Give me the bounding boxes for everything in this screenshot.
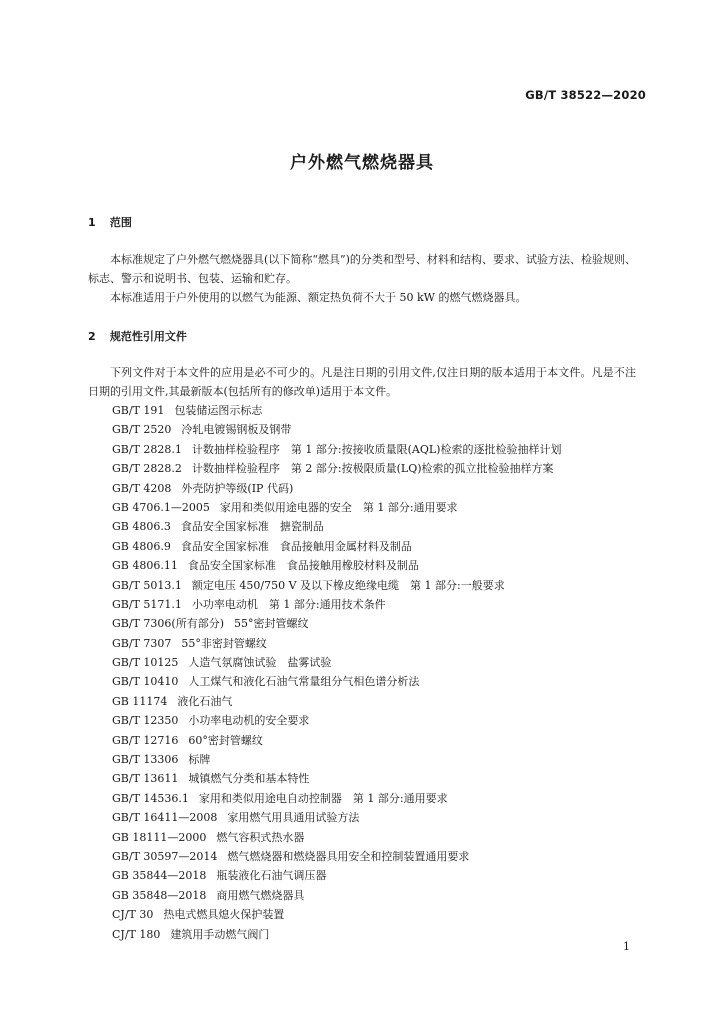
reference-item [112,692,561,711]
reference-title: 城镇燃气分类和基本特性 [188,772,310,786]
reference-code: GB/T 13306 [112,753,179,767]
reference-item [112,866,561,885]
reference-title: 热电式燃具熄火保护装置 [163,908,285,922]
reference-title: 冷轧电镀锡钢板及钢带 [181,423,292,437]
reference-title: 食品安全国家标准 食品接触用金属材料及制品 [180,539,412,553]
reference-title: 建筑用手动燃气阀门 [170,927,270,941]
reference-code: GB 4806.9 [112,539,171,553]
reference-item [112,479,561,498]
reference-code: GB/T 2828.1 [112,442,182,456]
reference-title: 外壳防护等级(IP 代码) [181,481,294,495]
reference-title: 包装储运图示标志 [174,404,263,417]
reference-item [112,789,561,808]
reference-item [112,886,561,905]
reference-code: GB 18111—2000 [112,830,207,844]
reference-item [112,750,561,769]
reference-item [112,769,561,788]
reference-code: GB/T 14536.1 [112,791,189,805]
reference-code: GB 35848—2018 [112,888,207,902]
reference-code: GB/T 10125 [112,656,179,670]
section-title: 规范性引用文件 [109,330,187,343]
reference-code: GB/T 2520 [112,423,172,437]
reference-code: GB/T 191 [112,404,165,417]
reference-title: 55°密封管螺纹 [234,617,309,631]
reference-title: 燃气容积式热水器 [216,830,305,844]
reference-code: GB 35844—2018 [112,869,207,883]
reference-item [112,440,561,459]
scope-paragraph-2: 本标准适用于户外使用的以燃气为能源、额定热负荷不大于 50 kW 的燃气燃烧器具。 [110,291,527,304]
reference-title: 人造气氛腐蚀试验 盐雾试验 [188,656,332,670]
reference-title: 家用燃气用具通用试验方法 [227,811,360,825]
reference-item [112,731,561,750]
reference-title: 额定电压 450/750 V 及以下橡皮绝缘电缆 第 1 部分:一般要求 [191,578,505,592]
scope-paragraph-1: 本标准规定了户外燃气燃烧器具(以下简称“燃具”)的分类和型号、材料和结构、要求、试验方法、检验规则、标志、警示和说明书、包装、运输和贮存。 [88,253,636,285]
section-number: 2 [88,330,96,343]
document-title: 户外燃气燃烧器具 [290,153,434,173]
reference-code: GB/T 5013.1 [112,578,182,592]
reference-title: 瓶装液化石油气调压器 [216,869,327,883]
reference-title: 燃气燃烧器和燃烧器具用安全和控制装置通用要求 [227,849,470,863]
reference-title: 人工煤气和液化石油气常量组分气相色谱分析法 [188,675,420,689]
reference-title: 食品安全国家标准 搪瓷制品 [180,520,324,534]
reference-title: 食品安全国家标准 食品接触用橡胶材料及制品 [187,559,419,573]
reference-code: GB 4806.11 [112,559,178,573]
reference-title: 小功率电动机的安全要求 [188,714,310,728]
reference-code: GB 11174 [112,694,168,708]
reference-item [112,847,561,866]
section-number: 1 [88,216,96,229]
reference-code: GB/T 4208 [112,481,172,495]
reference-title: 小功率电动机 第 1 部分:通用技术条件 [191,597,386,611]
reference-title: 60°密封管螺纹 [188,733,263,747]
section-title: 范围 [109,216,132,229]
reference-title: 55°非密封管螺纹 [181,636,267,650]
references-intro-paragraph: 下列文件对于本文件的应用是必不可少的。凡是注日期的引用文件,仅注日期的版本适用于本文件。凡是不注日期的引用文件,其最新版本(包括所有的修改单)适用于本文件。 [88,366,636,398]
reference-title: 计数抽样检验程序 第 1 部分:按接收质量限(AQL)检索的逐批检验抽样计划 [191,442,562,456]
section-heading-normative-references [88,328,187,344]
reference-item [112,634,561,653]
reference-item [112,653,561,672]
reference-code: GB/T 30597—2014 [112,849,218,863]
reference-title: 家用和类似用途电器的安全 第 1 部分:通用要求 [219,500,458,514]
reference-title: 家用和类似用途电自动控制器 第 1 部分:通用要求 [198,791,448,805]
reference-code: GB 4806.3 [112,520,171,534]
reference-code: CJ/T 180 [112,927,161,941]
reference-item [112,905,561,924]
reference-code: GB/T 12716 [112,733,179,747]
reference-item [112,614,561,633]
reference-title: 标牌 [188,753,211,767]
reference-item [112,498,561,517]
reference-code: GB/T 12350 [112,714,179,728]
reference-item [112,401,561,420]
reference-title: 液化石油气 [177,694,233,708]
reference-code: GB/T 7306(所有部分) [112,617,224,631]
reference-code: GB/T 7307 [112,636,172,650]
reference-code: GB/T 16411—2008 [112,811,218,825]
page-number: 1 [623,940,630,953]
reference-title: 商用燃气燃烧器具 [216,888,305,902]
reference-code: GB/T 2828.2 [112,462,182,476]
reference-code: GB 4706.1—2005 [112,500,210,514]
reference-item [112,517,561,536]
reference-item [112,672,561,691]
standard-code: GB/T 38522—2020 [525,88,646,102]
reference-item [112,595,561,614]
reference-item [112,537,561,556]
reference-item [112,420,561,439]
reference-item [112,576,561,595]
reference-item [112,925,561,944]
reference-item [112,711,561,730]
reference-item [112,556,561,575]
reference-item [112,828,561,847]
section-heading-scope [88,214,132,230]
reference-item [112,459,561,478]
reference-item [112,808,561,827]
reference-title: 计数抽样检验程序 第 2 部分:按极限质量(LQ)检索的孤立批检验抽样方案 [191,462,554,476]
reference-list [112,401,561,944]
reference-code: GB/T 13611 [112,772,179,786]
reference-code: CJ/T 30 [112,908,154,922]
reference-code: GB/T 5171.1 [112,597,182,611]
reference-code: GB/T 10410 [112,675,179,689]
